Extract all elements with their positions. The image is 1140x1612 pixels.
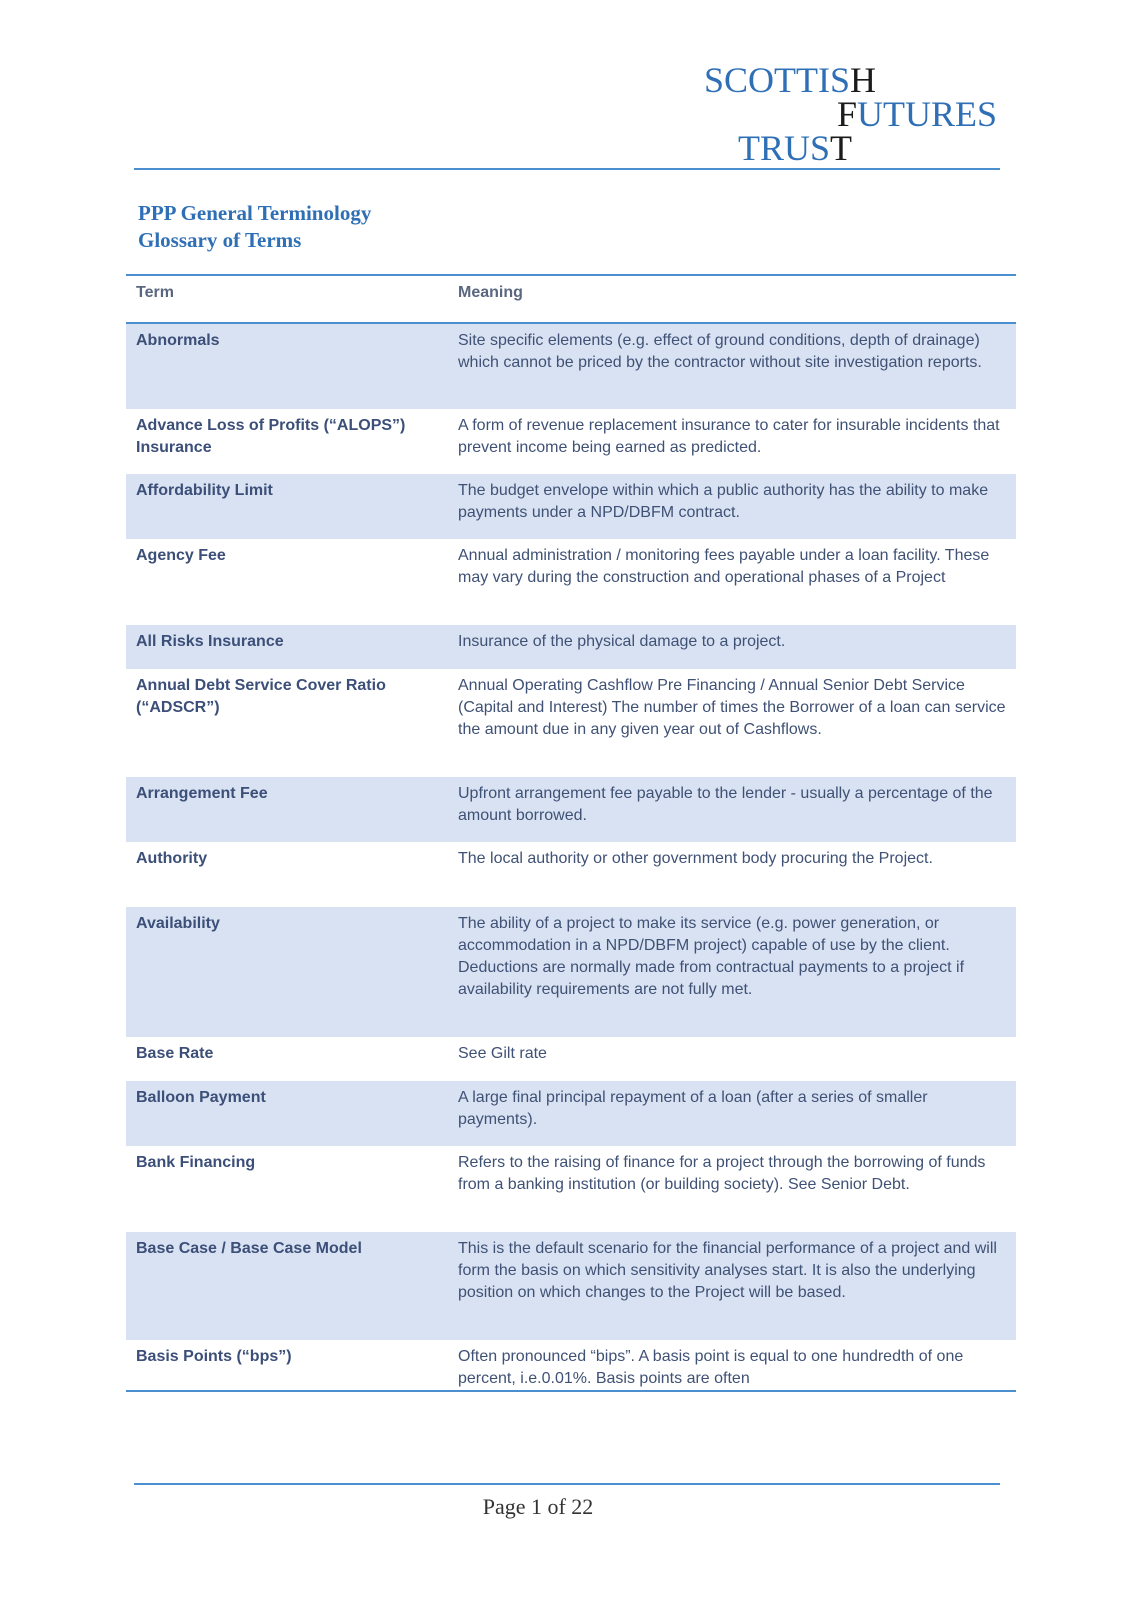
term-cell: Base Rate [136, 1045, 214, 1062]
term-cell: Arrangement Fee [136, 785, 268, 802]
meaning-cell: This is the default scenario for the financial performance of a project and will form the basis on which sensitivity analyses start. It is also the underlying position on which changes to the Project will be based. [458, 1240, 997, 1301]
document-title [138, 200, 371, 254]
table-row [126, 539, 1016, 625]
title-line-1: PPP General Terminology [138, 201, 372, 225]
page-number: Page 1 of 22 [482, 1494, 594, 1519]
meaning-cell: Refers to the raising of finance for a project through the borrowing of funds from a banking institution (or building society). See Senior Debt. [458, 1154, 986, 1193]
logo-line-1: SCOTTISH [704, 60, 877, 100]
table-header-row [126, 275, 1016, 323]
table-row [126, 1146, 1016, 1232]
term-cell: Basis Points (“bps”) [136, 1348, 292, 1365]
table-row [126, 1037, 1016, 1081]
glossary-table [126, 274, 1016, 1392]
table-row [126, 474, 1016, 539]
table-row [126, 1232, 1016, 1340]
term-cell: Balloon Payment [136, 1089, 266, 1106]
title-line-2: Glossary of Terms [138, 228, 302, 252]
table-row [126, 1081, 1016, 1146]
scottish-futures-trust-logo [704, 62, 1004, 172]
term-cell: Bank Financing [136, 1154, 256, 1171]
term-cell: Availability [136, 915, 220, 932]
term-cell: Agency Fee [136, 547, 226, 564]
term-cell: Affordability Limit [136, 482, 273, 499]
glossary-body [126, 323, 1016, 1391]
meaning-cell: Site specific elements (e.g. effect of ground conditions, depth of drainage) which cannot be priced by the contractor without site investigation reports. [458, 332, 982, 371]
table-row [126, 842, 1016, 907]
meaning-cell: Annual administration / monitoring fees payable under a loan facility. These may vary during the construction and operational phases of a Project [458, 547, 990, 586]
term-cell: Authority [136, 850, 208, 867]
table-row [126, 777, 1016, 842]
meaning-cell: See Gilt rate [458, 1045, 547, 1062]
meaning-cell: A form of revenue replacement insurance to cater for insurable incidents that prevent income being earned as predicted. [458, 417, 1000, 456]
term-cell: Advance Loss of Profits (“ALOPS”) Insurance [136, 417, 406, 456]
meaning-cell: Often pronounced “bips”. A basis point is equal to one hundredth of one percent, i.e.0.01%. Basis points are often [458, 1348, 964, 1387]
table-row [126, 409, 1016, 474]
logo-line-3: TRUST [738, 128, 853, 168]
term-cell: All Risks Insurance [136, 633, 284, 650]
table-row [126, 669, 1016, 777]
table-row [126, 1340, 1016, 1391]
table-row [126, 907, 1016, 1037]
meaning-cell: Annual Operating Cashflow Pre Financing / Annual Senior Debt Service (Capital and Interest) The number of times the Borrower of a loan can service the amount due in any given year out of Cashflows. [458, 677, 1006, 738]
meaning-cell: Upfront arrangement fee payable to the lender - usually a percentage of the amount borrowed. [458, 785, 993, 824]
meaning-cell: Insurance of the physical damage to a project. [458, 633, 786, 650]
table-row [126, 625, 1016, 669]
footer-rule [134, 1483, 1000, 1485]
meaning-cell: A large final principal repayment of a loan (after a series of smaller payments). [458, 1089, 928, 1128]
table-row [126, 323, 1016, 409]
header-meaning: Meaning [458, 284, 523, 301]
meaning-cell: The local authority or other government body procuring the Project. [458, 850, 933, 867]
term-cell: Annual Debt Service Cover Ratio (“ADSCR”) [136, 677, 386, 716]
logo-line-2: FUTURES [837, 94, 998, 134]
term-cell: Abnormals [136, 332, 220, 349]
header-term: Term [136, 284, 174, 301]
meaning-cell: The budget envelope within which a public authority has the ability to make payments under a NPD/DBFM contract. [458, 482, 989, 521]
term-cell: Base Case / Base Case Model [136, 1240, 362, 1257]
meaning-cell: The ability of a project to make its service (e.g. power generation, or accommodation in a NPD/DBFM project) capable of use by the client. Deductions are normally made from contractual payments to a project if availability requirements are not fully met. [458, 915, 965, 998]
header-rule [134, 168, 1000, 170]
